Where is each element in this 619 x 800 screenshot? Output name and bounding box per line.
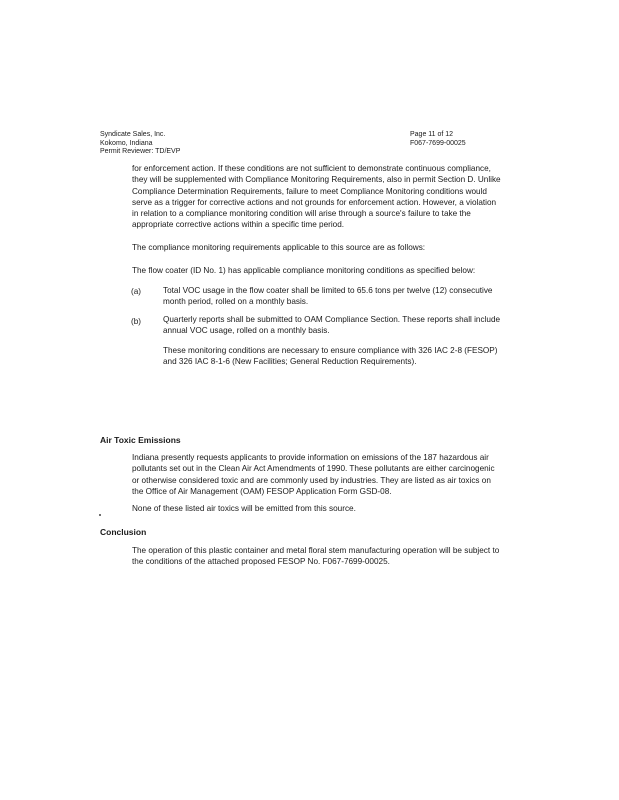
- company-location: Kokomo, Indiana: [100, 139, 153, 147]
- item-b-marker: (b): [131, 317, 142, 326]
- flow-coater-paragraph: The flow coater (ID No. 1) has applicable compliance monitoring conditions as specified below:: [132, 266, 476, 275]
- air-toxic-paragraph: Indiana presently requests applicants to provide information on emissions of the 187 hazardous air pollutants set out in the Clean Air Act Amendments of 1990. These pollutants are either carcinogenic or otherwise considered toxic and are commonly used by industries. They are listed as air toxics on the Office of Air Management (OAM) FESOP Application Form GSD-08.: [132, 453, 495, 496]
- air-toxic-heading: Air Toxic Emissions: [100, 435, 181, 445]
- monitoring-note: These monitoring conditions are necessary to ensure compliance with 326 IAC 2-8 (FESOP) and 326 IAC 8-1-6 (New Facilities; General Reduction Requirements).: [163, 346, 498, 367]
- page-number: Page 11 of 12: [410, 131, 454, 138]
- permit-reviewer: Permit Reviewer: TD/EVP: [100, 148, 181, 155]
- stray-dot: [99, 514, 101, 516]
- item-a-marker: (a): [131, 287, 142, 296]
- permit-number: F067-7699-00025: [410, 139, 466, 147]
- header-right: [410, 131, 466, 148]
- item-b-text: Quarterly reports shall be submitted to OAM Compliance Section. These reports shall include annual VOC usage, rolled on a monthly basis.: [163, 315, 501, 336]
- conclusion-heading: Conclusion: [100, 527, 147, 537]
- company-name: Syndicate Sales, Inc.: [100, 131, 166, 138]
- applicable-paragraph: The compliance monitoring requirements applicable to this source are as follows:: [132, 243, 426, 252]
- header-left: [100, 131, 180, 157]
- none-emitted-paragraph: None of these listed air toxics will be emitted from this source.: [132, 504, 356, 513]
- compliance-intro-paragraph: for enforcement action. If these conditions are not sufficient to demonstrate continuous compliance, they will be supplemented with Compliance Monitoring Requirements, also in permit Section D. Unlike Compliance Determination Requirements, failure to meet Compliance Monitoring conditions would serve as a trigger for corrective actions and not grounds for enforcement action. However, a violation in relation to a compliance monitoring condition will arise through a source's failure to take the appropriate corrective actions within a specific time period.: [132, 164, 501, 230]
- item-a-text: Total VOC usage in the flow coater shall be limited to 65.6 tons per twelve (12) consecutive month period, rolled on a monthly basis.: [163, 286, 493, 307]
- conclusion-paragraph: The operation of this plastic container and metal floral stem manufacturing operation will be subject to the conditions of the attached proposed FESOP No. F067-7699-00025.: [132, 546, 500, 567]
